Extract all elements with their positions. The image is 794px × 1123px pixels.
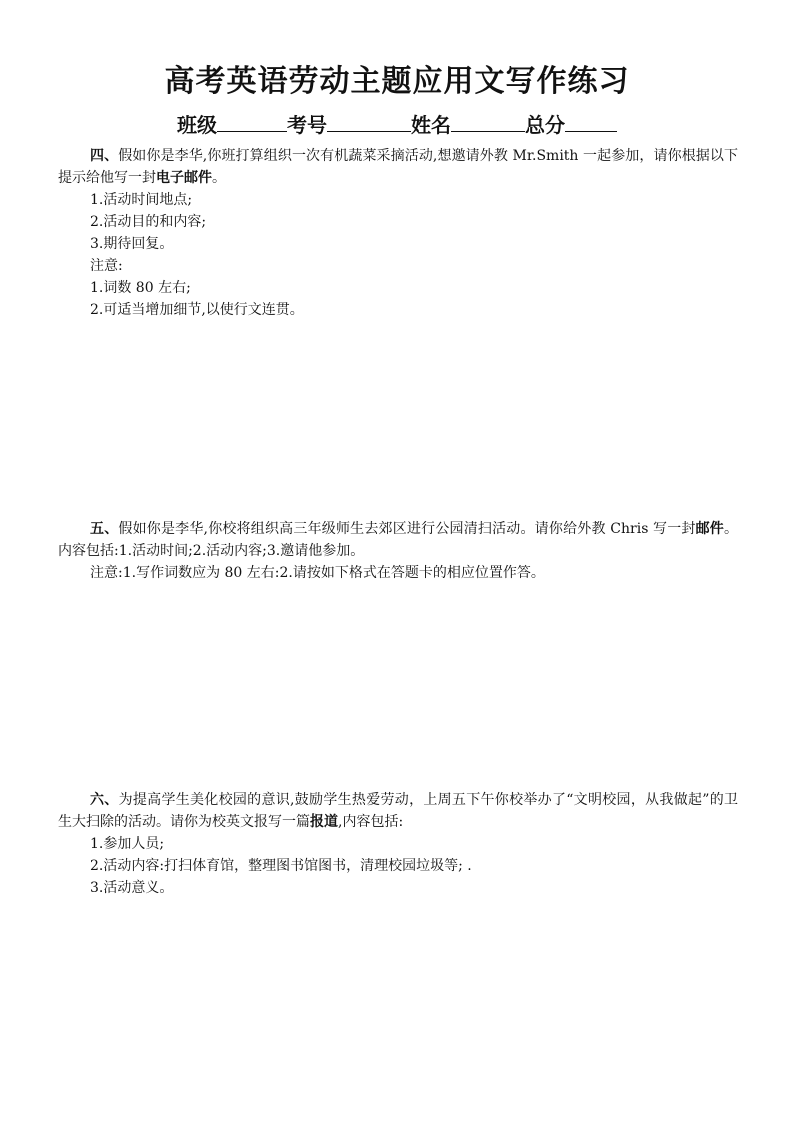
question-4-prompt bbox=[58, 145, 738, 189]
question-4-text-end: 。 bbox=[212, 170, 226, 186]
question-4-number: 四、 bbox=[90, 148, 119, 164]
question-5-text: 假如你是李华,你校将组织高三年级师生去郊区进行公园清扫活动。请你给外教 Chris 写一封 bbox=[118, 521, 696, 537]
question-4-item: 1.词数 80 左右; bbox=[90, 280, 191, 296]
question-5-note: 注意:1.写作词数应为 80 左右:2.请按如下格式在答题卡的相应位置作答。 bbox=[90, 565, 545, 581]
question-6-emphasis: 报道 bbox=[310, 814, 338, 830]
class-label: 班级 bbox=[177, 113, 217, 137]
question-5 bbox=[58, 518, 738, 584]
question-6-item: 1.参加人员; bbox=[90, 836, 165, 852]
question-5-prompt bbox=[58, 518, 738, 562]
question-6-item: 3.活动意义。 bbox=[90, 880, 174, 896]
question-5-emphasis: 邮件 bbox=[695, 521, 724, 537]
question-4-item: 3.期待回复。 bbox=[90, 236, 174, 252]
name-blank[interactable] bbox=[451, 111, 525, 132]
score-blank[interactable] bbox=[565, 111, 617, 132]
question-4-item: 2.活动目的和内容; bbox=[90, 214, 207, 230]
exam-no-label: 考号 bbox=[287, 113, 327, 137]
question-6-text-end: ,内容包括: bbox=[338, 814, 404, 830]
question-6-text: 为提高学生美化校园的意识,鼓励学生热爱劳动，上周五下午你校举办了“文明校园，从我做起”的卫生大扫除的活动。请你为校英文报写一篇 bbox=[58, 792, 738, 830]
name-label: 姓名 bbox=[411, 113, 451, 137]
class-blank[interactable] bbox=[217, 111, 287, 132]
question-6-number: 六、 bbox=[90, 792, 119, 808]
exam-no-blank[interactable] bbox=[327, 111, 411, 132]
question-5-text-end: 。内容包括:1.活动时间;2.活动内容;3.邀请他参加。 bbox=[58, 521, 738, 559]
question-4-item: 2.可适当增加细节,以使行文连贯。 bbox=[90, 302, 304, 318]
question-6 bbox=[58, 789, 738, 899]
question-6-prompt bbox=[58, 789, 738, 833]
question-4-note-label: 注意: bbox=[90, 258, 123, 274]
question-4-text: 假如你是李华,你班打算组织一次有机蔬菜采摘活动,想邀请外教 Mr.Smith 一起参加，请你根据以下提示给他写一封 bbox=[58, 148, 738, 186]
score-label: 总分 bbox=[525, 113, 565, 137]
student-info-line bbox=[0, 111, 794, 139]
page-title: 高考英语劳动主题应用文写作练习 bbox=[164, 64, 630, 99]
question-4-item: 1.活动时间地点; bbox=[90, 192, 193, 208]
question-4-emphasis: 电子邮件 bbox=[156, 170, 212, 186]
question-5-number: 五、 bbox=[90, 521, 119, 537]
question-6-item: 2.活动内容:打扫体育馆，整理图书馆图书，清理校园垃圾等; . bbox=[90, 858, 472, 874]
question-4 bbox=[58, 145, 738, 321]
